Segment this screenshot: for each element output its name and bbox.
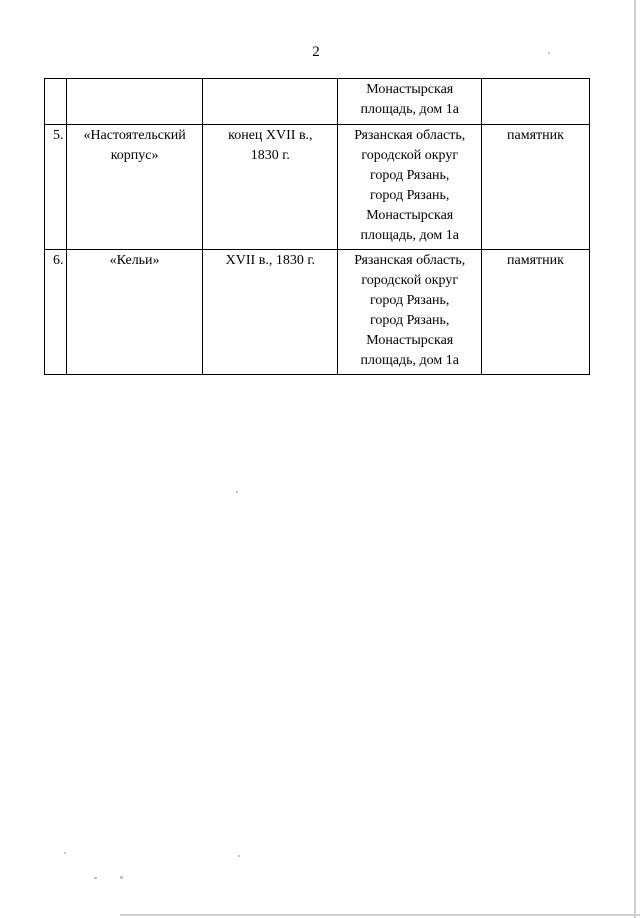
table-row — [45, 79, 590, 125]
dating-cell — [203, 79, 338, 125]
object-name-cell: «Кельи» — [67, 250, 203, 375]
object-name-cell: «Настоятельский корпус» — [67, 125, 203, 250]
object-name-cell — [67, 79, 203, 125]
scan-speck — [238, 855, 240, 857]
scan-speck — [236, 491, 238, 493]
dating-cell: XVII в., 1830 г. — [203, 250, 338, 375]
address-cell: Монастырская площадь, дом 1а — [338, 79, 482, 125]
category-cell: памятник — [482, 250, 590, 375]
category-cell: памятник — [482, 125, 590, 250]
address-cell: Рязанская область, городской округ город Рязань, город Рязань, Монастырская площадь, дом 1а — [338, 250, 482, 375]
monuments-table — [44, 78, 590, 375]
dating-cell: конец XVII в., 1830 г. — [203, 125, 338, 250]
table-row — [45, 125, 590, 250]
address-cell: Рязанская область, городской округ город Рязань, город Рязань, Монастырская площадь, дом 1а — [338, 125, 482, 250]
row-number-cell: 5. — [45, 125, 67, 250]
row-number-cell: 6. — [45, 250, 67, 375]
table-row — [45, 250, 590, 375]
scan-speck — [548, 52, 550, 54]
scan-edge-line — [120, 914, 640, 916]
scan-speck — [94, 877, 97, 879]
page-number: 2 — [312, 44, 320, 60]
category-cell — [482, 79, 590, 125]
row-number-cell — [45, 79, 67, 125]
scan-speck — [64, 852, 66, 854]
scan-speck — [120, 876, 123, 879]
scan-edge-line — [634, 0, 636, 918]
